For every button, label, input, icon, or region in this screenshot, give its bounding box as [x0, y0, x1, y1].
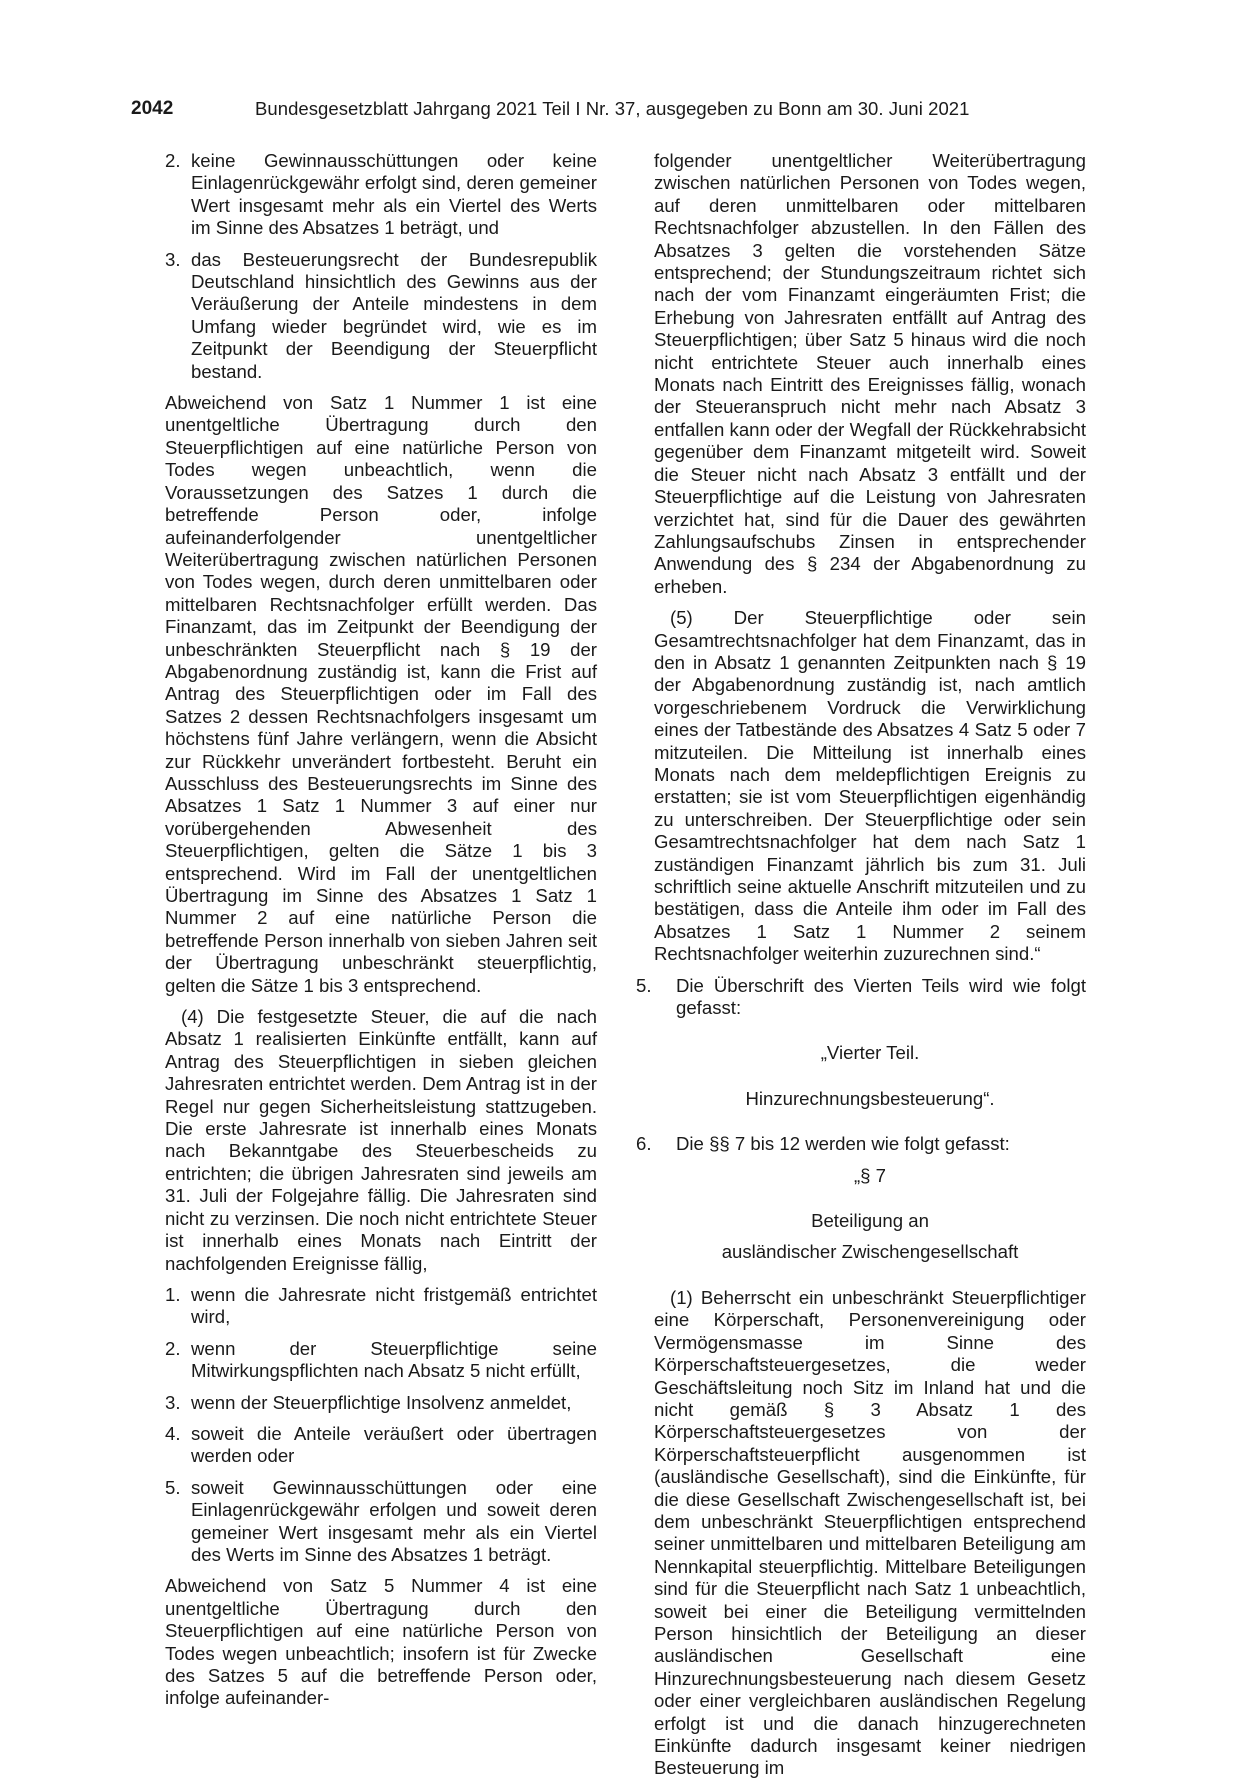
sub-item-3: [165, 1392, 597, 1414]
page-header: [131, 98, 1111, 128]
list-text: das Besteuerungsrecht der Bundesrepublik Deutschland hinsichtlich des Gewinns aus der Veräußerung der Anteile mindestens in dem Umfang wieder begründet wird, wie es im Zeitpunkt der Beendigung der Steuerpflicht bestand.: [191, 248, 597, 382]
list-text: soweit Gewinnausschüttungen oder eine Einlagenrückgewähr erfolgen und soweit deren gemeiner Wert insgesamt mehr als ein Viertel des Werts im Sinne des Absatzes 1 beträgt.: [191, 1476, 597, 1565]
paragraph-abweichend-satz5: Abweichend von Satz 5 Nummer 4 ist eine unentgeltliche Übertragung durch den Steuerpflichtigen auf eine natürliche Person von Todes wegen unbeachtlich; insofern ist für Zwecke des Satzes 5 auf die betreffende Person oder, infolge aufeinander-: [165, 1575, 597, 1709]
list-number: 5.: [636, 974, 652, 996]
list-number: 4.: [165, 1422, 181, 1444]
list-text: Die Überschrift des Vierten Teils wird wie folgt gefasst:: [676, 974, 1086, 1019]
sub-item-1: [165, 1284, 597, 1329]
list-text: wenn der Steuerpflichtige seine Mitwirkungspflichten nach Absatz 5 nicht erfüllt,: [191, 1337, 597, 1382]
paragraph-absatz-4: (4) Die festgesetzte Steuer, die auf die nach Absatz 1 realisierten Einkünfte entfällt, kann auf Antrag des Steuerpflichtigen in sieben gleichen Jahresraten entrichtet werden. Dem Antrag ist in der Regel nur gegen Sicherheitsleistung stattzugeben. Die erste Jahresrate ist innerhalb eines Monats nach Bekanntgabe des Steuerbescheids zu entrichten; die übrigen Jahresraten sind jeweils am 31. Juli der Folgejahre fällig. Die Jahresraten sind nicht zu verzinsen. Die noch nicht entrichtete Steuer ist innerhalb eines Monats nach Eintritt der nachfolgenden Ereignisse fällig,: [165, 1006, 597, 1274]
list-number: 6.: [636, 1133, 652, 1155]
list-number: 1.: [165, 1283, 181, 1305]
left-column: [165, 150, 597, 1719]
running-title: Bundesgesetzblatt Jahrgang 2021 Teil I Nr. 37, ausgegeben zu Bonn am 30. Juni 2021: [255, 98, 970, 119]
heading-vierter-teil: „Vierter Teil.: [820, 1042, 920, 1064]
list-number: 3.: [165, 248, 181, 270]
list-number: 5.: [165, 1476, 181, 1498]
list-item-2: [165, 150, 597, 240]
list-text: keine Gewinnausschüttungen oder keine Einlagenrückgewähr erfolgt sind, deren gemeiner Wert insgesamt mehr als ein Viertel des Werts im Sinne des Absatzes 1 beträgt, und: [191, 150, 597, 239]
list-item-6: [636, 1133, 1086, 1155]
heading-hinzurechnungsbesteuerung: Hinzurechnungsbesteuerung“.: [745, 1087, 995, 1109]
sub-item-5: [165, 1477, 597, 1567]
heading-beteiligung-line2: ausländischer Zwischengesellschaft: [721, 1241, 1019, 1263]
list-item-5: [636, 974, 1086, 1020]
paragraph-absatz-5: (5) Der Steuerpflichtige oder sein Gesamtrechtsnachfolger hat dem Finanzamt, das in den in Absatz 1 genannten Zeitpunkten nach § 19 der Abgabenordnung zuständig ist, nach amtlich vorgeschriebenem Vordruck die Verwirklichung eines der Tatbestände des Absatzes 4 Satz 5 oder 7 mitzuteilen. Die Mitteilung ist innerhalb eines Monats nach dem meldepflichtigen Ereignis zu erstatten; sie ist vom Steuerpflichtigen eigenhändig zu unterschreiben. Der Steuerpflichtige oder sein Gesamtrechtsnachfolger hat dem nach Satz 1 zuständigen Finanzamt jährlich bis zum 31. Juli schriftlich seine aktuelle Anschrift mitzuteilen und zu bestätigen, dass die Anteile ihm oder im Fall des Absatzes 1 Satz 1 Nummer 2 seinem Rechtsnachfolger weiterhin zuzurechnen sind.“: [654, 607, 1086, 965]
list-number: 2.: [165, 1337, 181, 1359]
paragraph-absatz-1: (1) Beherrscht ein unbeschränkt Steuerpflichtiger eine Körperschaft, Personenvereinigung oder Vermögensmasse im Sinne des Körperschaftsteuergesetzes, die weder Geschäftsleitung noch Sitz im Inland hat und die nicht gemäß § 3 Absatz 1 des Körperschaftsteuergesetzes von der Körperschaftsteuerpflicht ausgenommen ist (ausländische Gesellschaft), sind die Einkünfte, für die diese Gesellschaft Zwischengesellschaft ist, bei dem unbeschränkt Steuerpflichtigen entsprechend seiner unmittelbaren und mittelbaren Beteiligung am Nennkapital steuerpflichtig. Mittelbare Beteiligungen sind für die Steuerpflicht nach Satz 1 unbeachtlich, soweit bei einer die Beteiligung vermittelnden Person hinsichtlich der Beteiligung an dieser ausländischen Gesellschaft eine Hinzurechnungsbesteuerung nach diesem Gesetz oder einer vergleichbaren ausländischen Regelung erfolgt ist und die danach hinzugerechneten Einkünfte dadurch insgesamt keiner niedrigen Besteuerung im: [654, 1286, 1086, 1779]
list-number: 3.: [165, 1391, 181, 1413]
list-text: Die §§ 7 bis 12 werden wie folgt gefasst:: [676, 1133, 1010, 1155]
paragraph-continuation: folgender unentgeltlicher Weiterübertragung zwischen natürlichen Personen von Todes wegen, auf deren unmittelbaren oder mittelbaren Rechtsnachfolger abzustellen. In den Fällen des Absatzes 3 gelten die vorstehenden Sätze entsprechend; der Stundungszeitraum richtet sich nach der vom Finanzamt eingeräumten Frist; die Erhebung von Jahresraten entfällt auf Antrag des Steuerpflichtigen; über Satz 5 hinaus wird die noch nicht entrichtete Steuer auch innerhalb eines Monats nach Eintritt des Ereignisses fällig, wonach der Steueranspruch nicht mehr nach Absatz 3 entfallen kann oder der Wegfall der Rückkehrabsicht gegenüber dem Finanzamt mitgeteilt wird. Soweit die Steuer nicht nach Absatz 3 entfällt und der Steuerpflichtige auf die Leistung von Jahresraten verzichtet hat, sind für die Dauer des gewährten Zahlungsaufschubs Zinsen in entsprechender Anwendung des § 234 der Abgabenordnung zu erheben.: [654, 150, 1086, 597]
list-text: soweit die Anteile veräußert oder übertragen werden oder: [191, 1422, 597, 1467]
list-item-3: [165, 249, 597, 383]
page-number: 2042: [131, 98, 174, 119]
list-text: wenn die Jahresrate nicht fristgemäß entrichtet wird,: [191, 1283, 597, 1328]
heading-paragraph-7: „§ 7: [853, 1164, 887, 1186]
heading-beteiligung-line1: Beteiligung an: [811, 1210, 929, 1232]
sub-item-2: [165, 1338, 597, 1383]
list-number: 2.: [165, 150, 181, 171]
list-text: wenn der Steuerpflichtige Insolvenz anmeldet,: [191, 1391, 572, 1413]
paragraph-abweichend-satz1: Abweichend von Satz 1 Nummer 1 ist eine unentgeltliche Übertragung durch den Steuerpflichtigen auf eine natürliche Person von Todes wegen unbeachtlich, wenn die Voraussetzungen des Satzes 1 durch die betreffende Person oder, infolge aufeinanderfolgender unentgeltlicher Weiterübertragung zwischen natürlichen Personen von Todes wegen, durch deren unmittelbaren oder mittelbaren Rechtsnachfolger erfüllt werden. Das Finanzamt, das im Zeitpunkt der Beendigung der unbeschränkten Steuerpflicht nach § 19 der Abgabenordnung zuständig ist, kann die Frist auf Antrag des Steuerpflichtigen oder im Fall des Satzes 2 dessen Rechtsnachfolgers insgesamt um höchstens fünf Jahre verlängern, wenn die Absicht zur Rückkehr unverändert fortbesteht. Beruht ein Ausschluss des Besteuerungsrechts im Sinne des Absatzes 1 Satz 1 Nummer 3 auf einer nur vorübergehenden Abwesenheit des Steuerpflichtigen, gelten die Sätze 1 bis 3 entsprechend. Wird im Fall der unentgeltlichen Übertragung im Sinne des Absatzes 1 Satz 1 Nummer 2 auf eine natürliche Person die betreffende Person innerhalb von sieben Jahren seit der Übertragung unbeschränkt steuerpflichtig, gelten die Sätze 1 bis 3 entsprechend.: [165, 392, 597, 996]
sub-item-4: [165, 1423, 597, 1468]
right-column: [636, 150, 1086, 1789]
